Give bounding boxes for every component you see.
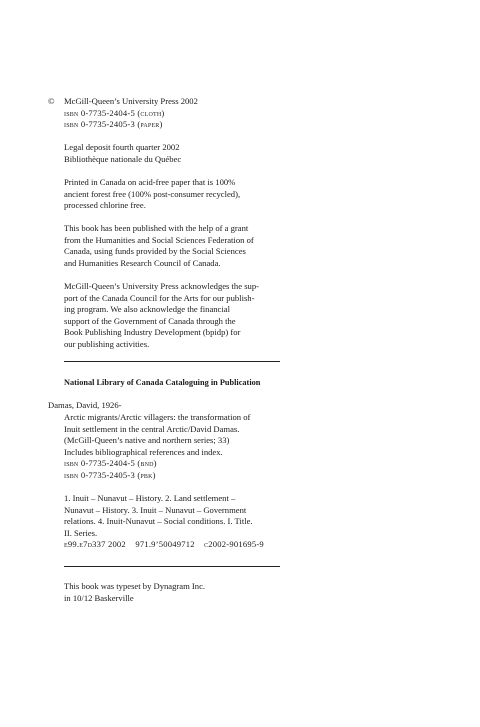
typeset-line: in 10/12 Baskerville [64, 592, 134, 603]
legal-deposit-block [64, 142, 284, 165]
copyright-line [48, 96, 288, 108]
printing-note-block [64, 177, 284, 212]
subject-line: Nunavut – History. 3. Inuit – Nunavut – Government [64, 504, 247, 515]
subject-line: II. Series. [64, 527, 98, 538]
divider-bottom [64, 566, 280, 567]
acknowledgement-line: ing program. We also acknowledge the financial [64, 304, 230, 315]
cip-line: Arctic migrants/Arctic villagers: the transformation of [64, 412, 251, 422]
copyright-symbol: © [48, 96, 55, 106]
cip-subjects [64, 493, 284, 551]
isbn-paper: isbn 0-7735-2405-3 (paper) [64, 119, 163, 130]
cip-record [64, 412, 284, 482]
acknowledgement-line: Book Publishing Industry Development (bpidp) for [64, 327, 241, 338]
cip-heading: National Library of Canada Cataloguing in Publication [64, 378, 261, 387]
printing-line: Printed in Canada on acid-free paper that is 100% [64, 177, 236, 187]
divider-top [64, 361, 280, 362]
grant-line: This book has been published with the help of a grant [64, 223, 249, 233]
copyright-block [48, 96, 288, 131]
grant-note-block [64, 223, 284, 269]
cip-line: Includes bibliographical references and index. [64, 446, 223, 457]
acknowledgement-block [64, 281, 284, 351]
cip-isbn-line: isbn 0-7735-2404-5 (bnd) [64, 458, 157, 469]
cip-isbn-line: isbn 0-7735-2405-3 (pbk) [64, 469, 156, 480]
cip-author: Damas, David, 1926- [48, 400, 122, 410]
subject-line: 1. Inuit – Nunavut – History. 2. Land settlement – [64, 493, 236, 503]
deposit-line: Legal deposit fourth quarter 2002 [64, 142, 180, 152]
typeset-line: This book was typeset by Dynagram Inc. [64, 581, 206, 591]
cip-line: (McGill-Queen’s native and northern series; 33) [64, 435, 230, 446]
isbn-cloth: isbn 0-7735-2404-5 (cloth) [64, 107, 165, 118]
classification-line: e99.e7d337 2002 971.9’50049712 c2002-901695-9 [64, 539, 264, 550]
cip-line: Inuit settlement in the central Arctic/David Damas. [64, 423, 240, 434]
acknowledgement-line: our publishing activities. [64, 338, 150, 349]
typeset-block [64, 581, 284, 604]
printing-line: processed chlorine free. [64, 200, 146, 211]
acknowledgement-line: port of the Canada Council for the Arts for our publish- [64, 292, 255, 303]
grant-line: from the Humanities and Social Sciences Federation of [64, 234, 254, 245]
acknowledgement-line: McGill-Queen’s University Press acknowledges the sup- [64, 281, 259, 291]
acknowledgement-line: support of the Government of Canada through the [64, 315, 236, 326]
grant-line: Canada, using funds provided by the Social Sciences [64, 246, 246, 257]
grant-line: and Humanities Research Council of Canada. [64, 257, 221, 268]
subject-line: relations. 4. Inuit-Nunavut – Social conditions. I. Title. [64, 516, 253, 527]
copyright-holder: McGill-Queen’s University Press 2002 [64, 96, 198, 106]
deposit-line: Bibliothèque nationale du Québec [64, 153, 182, 164]
printing-line: ancient forest free (100% post-consumer recycled), [64, 188, 241, 199]
